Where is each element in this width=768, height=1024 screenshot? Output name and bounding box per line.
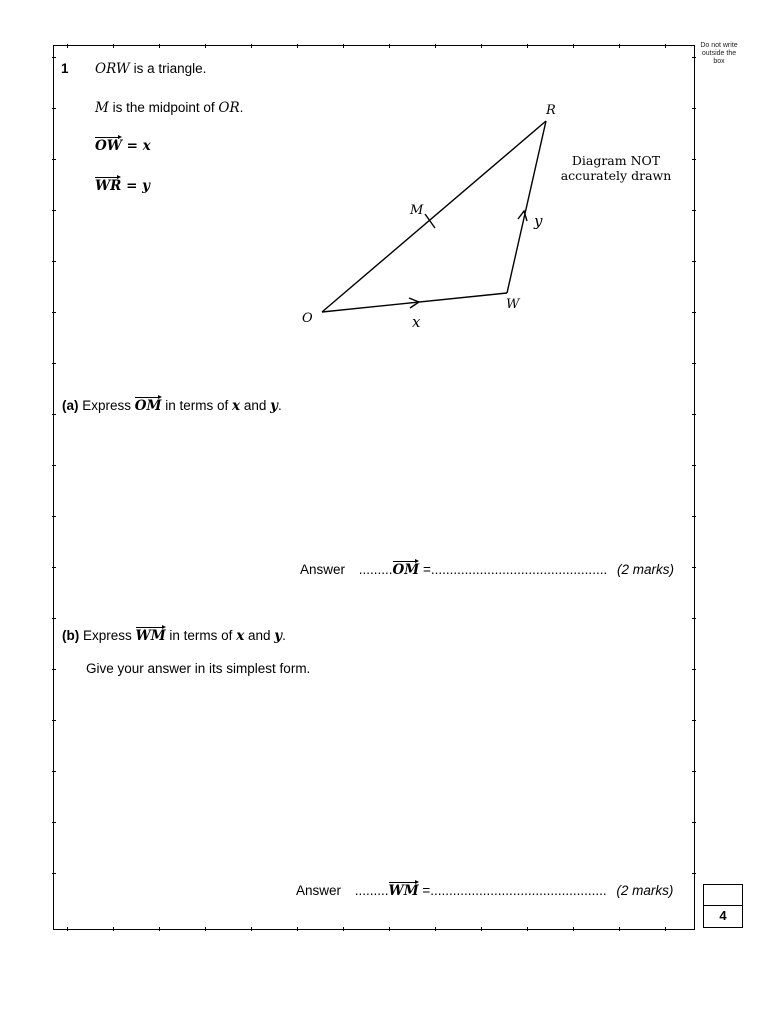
question-number: 1 [61,61,69,76]
border-tick [159,927,160,931]
part-b-question [62,626,286,644]
border-tick [113,927,114,931]
border-tick [692,516,696,517]
part-b-answer-line[interactable] [296,881,673,899]
intro-line-1-text: is a triangle. [129,61,207,76]
part-b-instruction: Give your answer in its simplest form. [86,661,311,676]
triangle-name: ORW [95,61,130,77]
equals-sign: = [121,178,143,194]
part-a-x: x [232,398,241,414]
border-tick [52,720,56,721]
label-y: y [534,212,543,230]
border-tick [389,927,390,931]
vector-wm: WM [136,626,166,644]
part-b-y: y [274,628,283,644]
border-tick [297,927,298,931]
label-r: R [546,103,556,118]
part-a-answer-line[interactable] [300,560,674,578]
label-o: O [302,311,313,326]
margin-note: Do not write outside the box [700,42,738,65]
score-box-value: 4 [719,908,727,923]
vector-om: OM [135,396,162,414]
vector-y: y [142,178,150,194]
vector-x: x [142,138,151,154]
equals-sign: = [121,138,143,154]
label-x: x [412,313,421,331]
label-w: W [506,297,520,312]
triangle-diagram [0,0,768,400]
part-a-y: y [270,398,278,414]
midpoint-name: M [95,100,109,116]
part-a-in-terms: in terms of [161,398,233,413]
border-tick [665,927,666,931]
part-b-marks: (2 marks) [616,883,674,898]
border-tick [435,927,436,931]
part-b-x: x [236,628,245,644]
part-a-and: and [240,398,271,413]
answer-eq: = [419,562,431,577]
border-tick [692,822,696,823]
vector-wr: WR [95,176,121,194]
border-tick [52,414,56,415]
diagram-note-line-2: accurately drawn [560,168,672,183]
label-m: M [410,203,424,218]
border-tick [52,669,56,670]
border-tick [67,927,68,931]
side-wr [507,121,546,293]
border-tick [52,465,56,466]
vector-om-answer: OM [393,560,420,578]
border-tick [619,927,620,931]
border-tick [52,567,56,568]
intro-line-2-end: . [239,100,244,115]
border-tick [52,873,56,874]
part-b-and: and [244,628,275,643]
border-tick [251,927,252,931]
border-tick [52,516,56,517]
border-tick [52,822,56,823]
border-tick [692,465,696,466]
border-tick [52,771,56,772]
border-tick [527,927,528,931]
answer-dots: ............................................... [430,883,607,898]
part-b-express: Express [83,628,136,643]
intro-line-2-text: is the midpoint of [108,100,219,115]
part-a-express: Express [82,398,135,413]
answer-word: Answer [300,562,346,577]
border-tick [343,927,344,931]
segment-name: OR [218,100,240,116]
border-tick [692,414,696,415]
score-box [703,884,743,928]
vector-wm-answer: WM [389,881,419,899]
vector-ow: OW [95,136,122,154]
border-tick [692,771,696,772]
score-box-divider [704,905,742,906]
part-a-marks: (2 marks) [616,562,674,577]
answer-lead-dots: ......... [358,562,393,577]
border-tick [692,618,696,619]
border-tick [692,873,696,874]
answer-lead-dots: ......... [354,883,389,898]
part-a-label: (a) [62,398,79,413]
part-b-in-terms: in terms of [165,628,237,643]
part-a-question [62,396,282,414]
side-ow [322,293,507,312]
side-or [322,121,546,312]
border-tick [692,720,696,721]
border-tick [52,618,56,619]
border-tick [692,567,696,568]
answer-dots: ............................................... [430,562,608,577]
border-tick [573,927,574,931]
border-tick [205,927,206,931]
part-b-label: (b) [62,628,80,643]
part-a-period: . [278,398,282,413]
border-tick [481,927,482,931]
answer-word: Answer [296,883,342,898]
border-tick [692,669,696,670]
part-b-period: . [282,628,286,643]
answer-eq: = [418,883,431,898]
diagram-note-line-1: Diagram NOT [571,153,661,168]
